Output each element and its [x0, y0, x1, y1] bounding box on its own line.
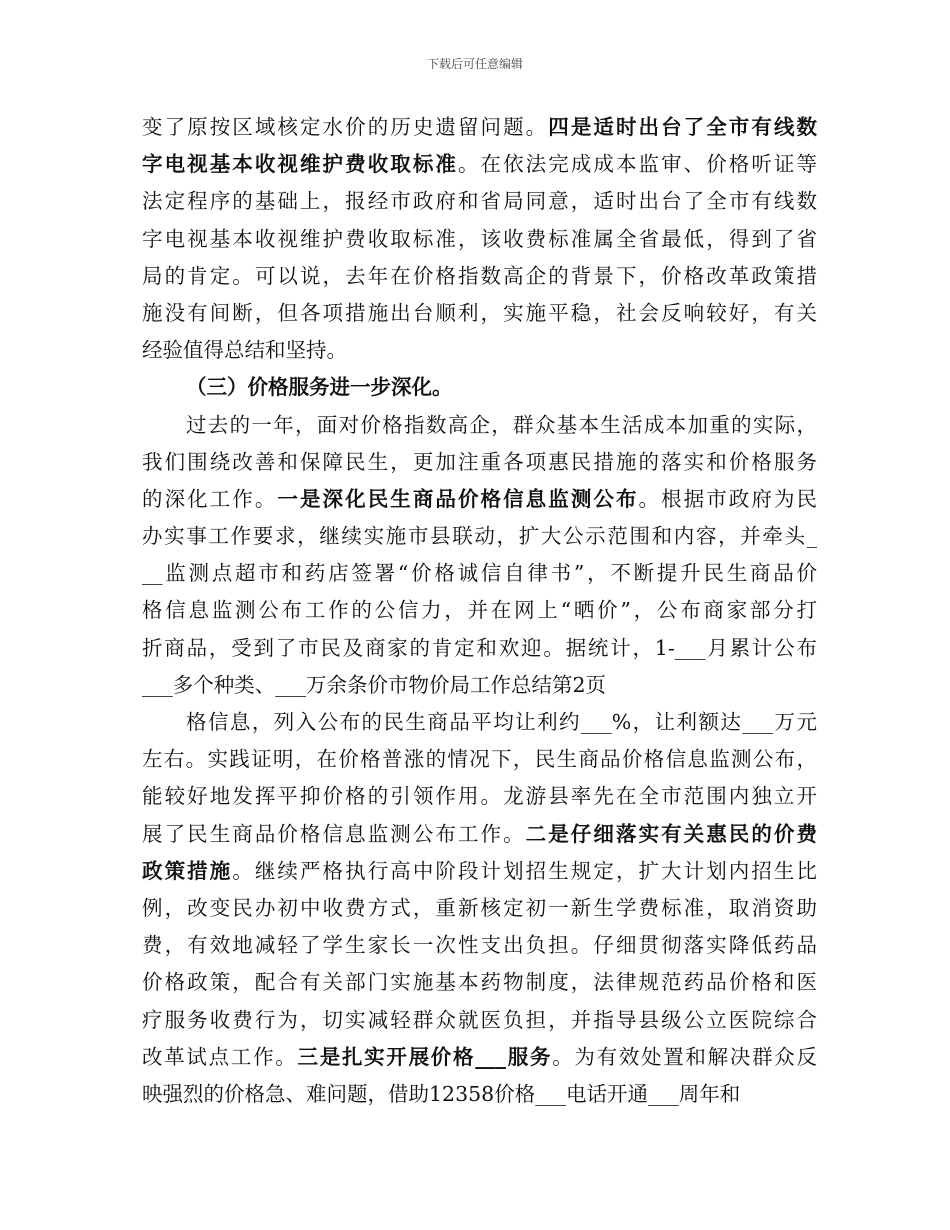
text-line	[142, 630, 817, 667]
text-line	[142, 927, 817, 964]
document-body	[142, 109, 817, 1113]
text-line	[142, 295, 817, 332]
text-segment: 疗服务收费行为，切实减轻群众就医负担，并指导县级公立医院综合	[142, 1007, 817, 1032]
text-segment: 办实事工作要求，继续实施市县联动，扩大公示范围和内容，并牵头_	[142, 524, 817, 549]
text-segment: 改革试点工作。	[142, 1044, 298, 1069]
bold-text-segment: 四是适时出台了全市有线数	[548, 115, 817, 139]
text-segment: 过去的一年，面对价格指数高企，群众基本生活成本加重的实际，	[186, 412, 817, 437]
text-segment: 价格政策，配合有关部门实施基本药物制度，法律规范药品价格和医	[142, 970, 817, 995]
text-segment: 。根据市政府为民	[638, 486, 817, 511]
text-line	[142, 481, 817, 518]
text-segment: 经验值得总结和坚持。	[142, 338, 347, 363]
text-segment: 例，改变民办初中收费方式，重新核定初一新生学费标准，取消资助	[142, 895, 817, 920]
bold-text-segment: （三）价格服务进一步深化。	[186, 375, 453, 400]
bold-text-segment: 二是仔细落实有关惠民的价费	[525, 821, 817, 846]
text-line	[142, 369, 817, 406]
text-line	[142, 444, 817, 481]
text-line	[142, 667, 817, 704]
text-line	[142, 221, 817, 258]
text-segment: 法定程序的基础上，报经市政府和省局同意，适时出台了全市有线数	[142, 189, 817, 214]
text-line	[142, 1002, 817, 1039]
text-line	[142, 518, 817, 555]
text-segment: 费，有效地减轻了学生家长一次性支出负担。仔细贯彻落实降低药品	[142, 933, 817, 958]
text-segment: 我们围绕改善和保障民生，更加注重各项惠民措施的落实和价格服务	[142, 449, 817, 474]
text-segment: 字电视基本收视维护费收取标准，该收费标准属全省最低，得到了省	[142, 226, 817, 251]
text-segment: 展了民生商品价格信息监测公布工作。	[142, 821, 526, 846]
text-line	[142, 816, 817, 853]
text-segment: 左右。实践证明，在价格普涨的情况下，民生商品价格信息监测公布，	[142, 747, 817, 772]
text-line	[142, 741, 817, 778]
bold-text-segment: 三是扎实开展价格___服务	[297, 1044, 553, 1069]
text-line	[142, 964, 817, 1001]
bold-text-segment: 一是深化民生商品价格信息监测公布	[277, 486, 639, 511]
text-segment: 格信息监测公布工作的公信力，并在网上“晒价”，公布商家部分打	[142, 598, 817, 623]
text-segment: 变了原按区域核定水价的历史遗留问题。	[142, 115, 549, 139]
text-segment: 。在依法完成成本监审、价格听证等	[457, 152, 817, 177]
text-segment: 折商品，受到了市民及商家的肯定和欢迎。据统计，1-___月累计公布	[142, 635, 817, 660]
text-line	[142, 109, 817, 146]
text-segment: 的深化工作。	[142, 486, 278, 511]
text-line	[142, 853, 817, 890]
text-line	[142, 1039, 817, 1076]
text-line	[142, 258, 817, 295]
text-line	[142, 146, 817, 183]
text-segment: 。继续严格执行高中阶段计划招生规定，扩大计划内招生比	[232, 858, 817, 883]
text-line	[142, 704, 817, 741]
text-line	[142, 332, 817, 369]
text-line	[142, 555, 817, 592]
text-segment: 映强烈的价格急、难问题，借助12358价格___电话开通___周年和	[142, 1081, 741, 1106]
text-segment: 能较好地发挥平抑价格的引领作用。龙游县率先在全市范围内独立开	[142, 784, 817, 809]
text-segment: __监测点超市和药店签署“价格诚信自律书”，不断提升民生商品价	[142, 561, 817, 586]
text-segment: 施没有间断，但各项措施出台顺利，实施平稳，社会反响较好，有关	[142, 300, 817, 325]
text-line	[142, 778, 817, 815]
text-segment: 格信息，列入公布的民生商品平均让利约___%，让利额达___万元	[186, 710, 817, 734]
text-segment: 。为有效处置和解决群众反	[552, 1044, 817, 1069]
bold-text-segment: 字电视基本收视维护费收取标准	[142, 152, 458, 177]
text-line	[142, 592, 817, 629]
text-line	[142, 407, 817, 444]
bold-text-segment: 政策措施	[142, 858, 233, 883]
text-segment: 局的肯定。可以说，去年在价格指数高企的背景下，价格改革政策措	[142, 263, 817, 288]
text-segment: ___多个种类、___万余条价市物价局工作总结第2页	[142, 672, 607, 697]
page-header-watermark: 下载后可任意编辑	[426, 57, 523, 71]
text-line	[142, 183, 817, 220]
text-line	[142, 1076, 817, 1113]
text-line	[142, 890, 817, 927]
